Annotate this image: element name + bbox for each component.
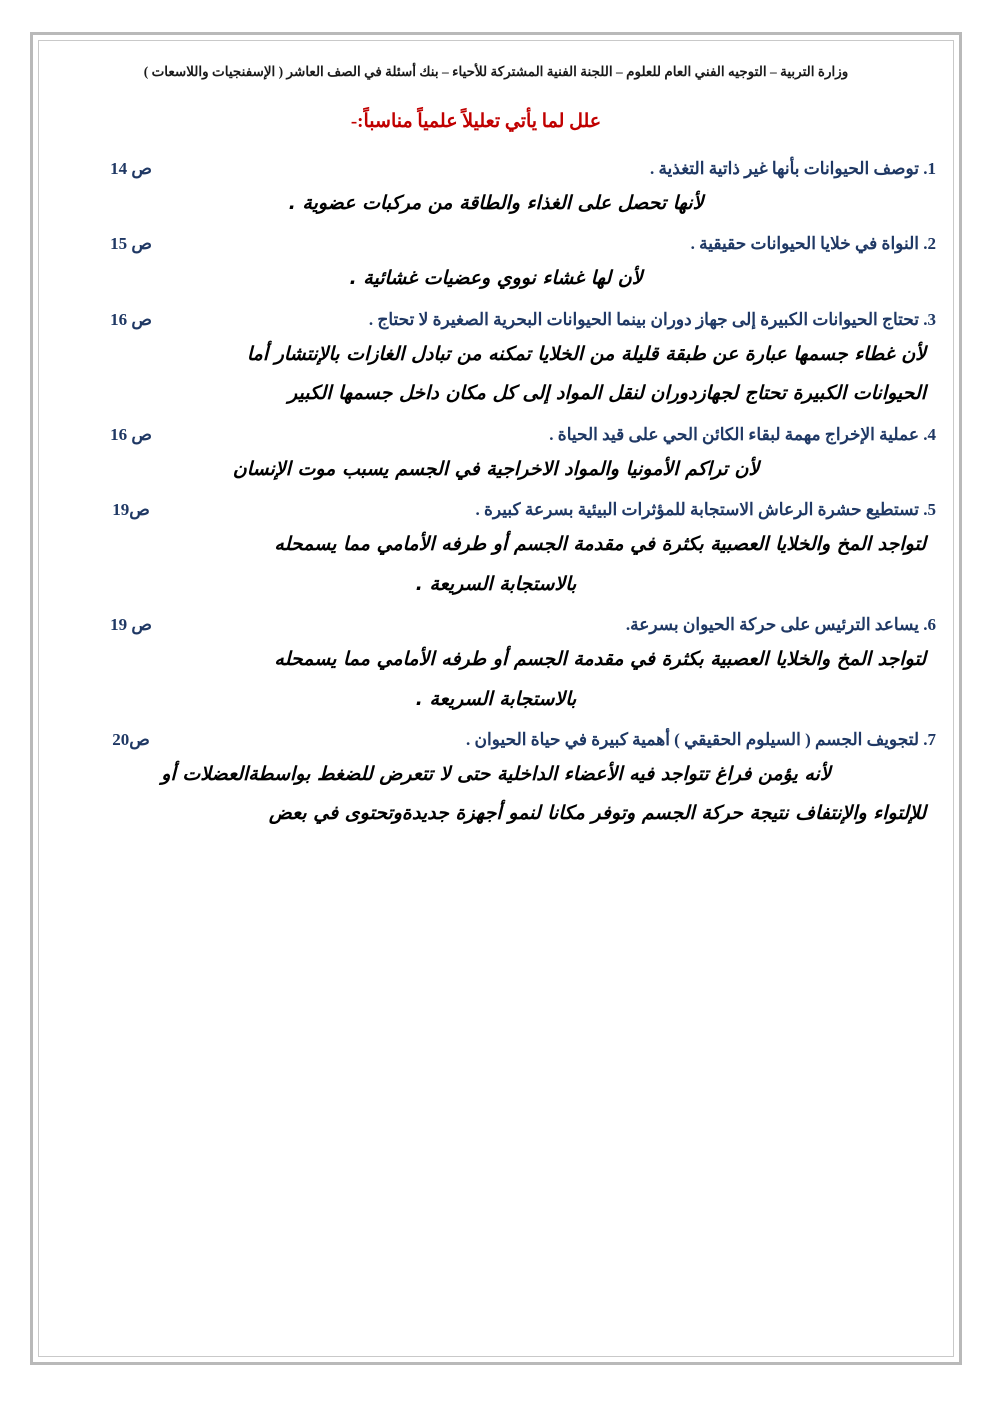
question-text (206, 310, 936, 330)
question-text (206, 730, 936, 750)
question-body: لتجويف الجسم ( السيلوم الحقيقي ) أهمية كبيرة في حياة الحيوان . (466, 729, 919, 749)
question-page-ref: ص 16 (110, 309, 152, 329)
question-body: تحتاج الحيوانات الكبيرة إلى جهاز دوران بينما الحيوانات البحرية الصغيرة لا تحتاج . (368, 309, 919, 329)
question-row (56, 615, 936, 635)
question-row (56, 159, 936, 179)
question-page-ref: ص 14 (110, 159, 152, 178)
question-body: توصف الحيوانات بأنها غير ذاتية التغذية . (649, 159, 919, 178)
question-body: تستطيع حشرة الرعاش الاستجابة للمؤثرات البيئية بسرعة كبيرة . (475, 500, 919, 520)
answer-text-continued: بالاستجابة السريعة . (415, 572, 577, 595)
answer-text: لتواجد المخ والخلايا العصبية بكثرة في مقدمة الجسم أو طرفه الأمامي مما يسمحله (274, 648, 926, 671)
question-page-ref: ص20 (112, 729, 150, 749)
question-row (56, 425, 936, 445)
page-title: علل لما يأتي تعليلاً علمياً مناسباً:- (350, 111, 602, 132)
question-page-ref: ص 16 (110, 424, 152, 444)
answer-text: لأنها تحصل على الغذاء والطاقة من مركبات عضوية . (288, 192, 704, 214)
question-row (56, 730, 936, 750)
answer-text: لأن لها غشاء نووي وعضيات غشائية . (349, 267, 643, 290)
question-body: عملية الإخراج مهمة لبقاء الكائن الحي على قيد الحياة . (549, 424, 919, 444)
question-number: 3. (923, 309, 936, 329)
question-page-ref: ص 19 (110, 615, 152, 635)
question-body: يساعد الترئيس على حركة الحيوان بسرعة. (625, 615, 919, 635)
question-number: 4. (923, 424, 936, 444)
answer-text: لأن تراكم الأمونيا والمواد الاخراجية في الجسم يسبب موت الإنسان (232, 457, 760, 480)
document-header: وزارة التربية – التوجيه الفني العام للعلوم – اللجنة الفنية المشتركة للأحياء – بنك أسئلة في الصف العاشر ( الإسفنجيات واللاسعات ) (143, 64, 849, 79)
question-number: 1. (923, 159, 936, 178)
answer-text: لأنه يؤمن فراغ تتواجد فيه الأعضاء الداخلية حتى لا تتعرض للضغط بواسطةالعضلات أو (161, 762, 831, 785)
question-text (206, 425, 936, 445)
question-text (206, 500, 936, 520)
answer-text-continued: للإلتواء والإنتفاف نتيجة حركة الجسم وتوفر مكانا لنمو أجهزة جديدةوتحتوى في بعض (268, 802, 926, 825)
page-content (56, 56, 936, 1343)
question-body: النواة في خلايا الحيوانات حقيقية . (690, 234, 919, 254)
answer-text-continued: بالاستجابة السريعة . (415, 687, 577, 710)
question-row (56, 310, 936, 330)
question-row (56, 500, 936, 520)
question-number: 5. (923, 500, 936, 520)
question-number: 2. (923, 234, 936, 254)
question-text (206, 234, 936, 254)
question-number: 6. (923, 615, 936, 635)
question-row (56, 234, 936, 254)
answer-text: لأن غطاء جسمها عبارة عن طبقة قليلة من الخلايا تمكنه من تبادل الغازات بالإنتشار أما (246, 342, 926, 365)
question-text (206, 159, 936, 179)
question-page-ref: ص19 (112, 500, 150, 520)
answer-text-continued: الحيوانات الكبيرة تحتاج لجهازدوران لنقل المواد إلى كل مكان داخل جسمها الكبير (287, 382, 926, 405)
question-page-ref: ص 15 (110, 234, 152, 254)
question-text (206, 615, 936, 635)
answer-text: لتواجد المخ والخلايا العصبية بكثرة في مقدمة الجسم أو طرفه الأمامي مما يسمحله (274, 533, 926, 556)
question-number: 7. (923, 729, 936, 749)
